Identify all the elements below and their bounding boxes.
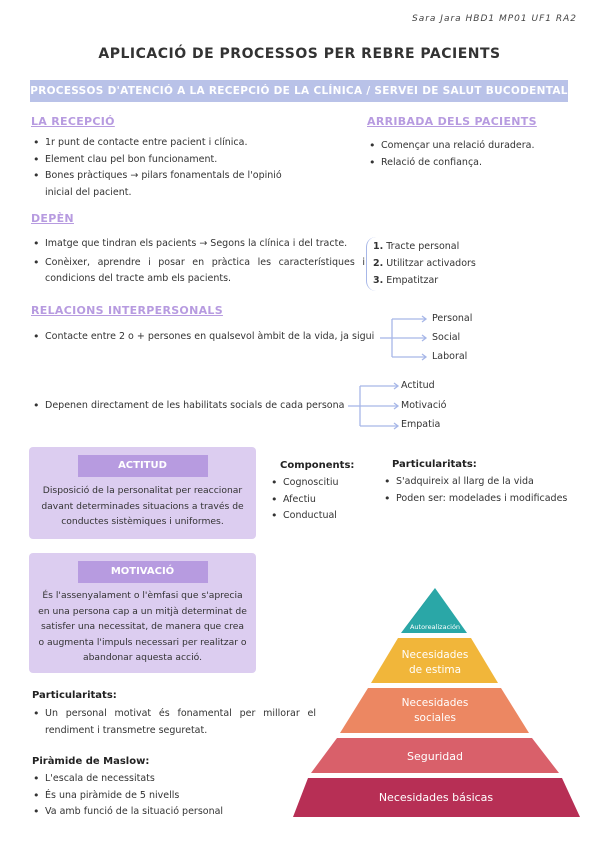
list-particularitats-motivacio <box>31 706 316 739</box>
section-banner: PROCESSOS D'ATENCIÓ A LA RECEPCIÓ DE LA CLÍNICA / SERVEI DE SALUT BUCODENTAL <box>30 80 568 102</box>
list-relacions-1 <box>31 329 381 346</box>
list-item: • S'adquireix al llarg de la vida <box>382 474 587 491</box>
heading-depen: DEPÈN <box>31 212 74 225</box>
pyramid-label-2b: de estima <box>408 664 462 676</box>
pyramid-label-3b: sociales <box>414 712 456 724</box>
particularitats-actitud-heading: Particularitats: <box>392 459 477 470</box>
list-item: • Relació de confiança. <box>367 155 582 172</box>
motivacio-card-title: MOTIVACIÓ <box>78 561 208 583</box>
list-arribada <box>367 138 582 171</box>
heading-arribada: ARRIBADA DELS PACIENTS <box>367 115 537 128</box>
list-maslow <box>31 771 281 821</box>
branch-motivacio: Motivació <box>401 400 447 411</box>
list-item: • Va amb funció de la situació personal <box>31 804 281 821</box>
page-title: APLICACIÓ DE PROCESSOS PER REBRE PACIENTS <box>98 46 501 62</box>
components-heading: Components: <box>280 460 355 471</box>
motivacio-card-text: És l'assenyalament o l'èmfasi que s'aprecia en una persona cap a un mitjà determinat de satisfer una necessitat, de manera que crea o augmenta l'impuls necessari per realitzar o abandonar aquesta acció. <box>38 590 247 663</box>
list-item: • Conèixer, aprendre i posar en pràctica les característiques i condicions del tracte amb els pacients. <box>31 255 365 288</box>
pyramid-label-5: Necesidades básicas <box>378 791 494 804</box>
branch-personal: Personal <box>432 313 473 324</box>
pyramid-label-1: Autorealización <box>409 623 461 631</box>
list-item: • És una piràmide de 5 nivells <box>31 788 281 805</box>
maslow-heading: Piràmide de Maslow: <box>32 756 150 767</box>
pyramid-label-3a: Necesidades <box>401 697 469 709</box>
branch-empatia: Empatia <box>401 419 441 430</box>
list-item: • Element clau pel bon funcionament. <box>31 152 301 169</box>
list-depen <box>31 236 365 288</box>
list-item: • Depenen directament de les habilitats socials de cada persona <box>31 398 361 415</box>
list-item: • Contacte entre 2 o + persones en qualsevol àmbit de la vida, ja sigui <box>31 329 381 346</box>
branch-arrows-2 <box>346 376 406 436</box>
actitud-card-title: ACTITUD <box>78 455 208 477</box>
branch-arrows-1 <box>378 310 438 368</box>
branch-laboral: Laboral <box>432 351 468 362</box>
list-item: 1. Tracte personal <box>373 241 460 252</box>
branch-social: Social <box>432 332 461 343</box>
list-item: • Afectiu <box>269 492 379 509</box>
list-item: • Conductual <box>269 508 379 525</box>
list-item: • Un personal motivat és fonamental per millorar el rendiment i transmetre seguretat. <box>31 706 316 739</box>
pyramid-label-2a: Necesidades <box>401 649 469 661</box>
list-recepcio <box>31 135 301 201</box>
motivacio-card <box>29 553 256 673</box>
heading-relacions: RELACIONS INTERPERSONALS <box>31 304 223 317</box>
author-label: Sara Jara HBD1 MP01 UF1 RA2 <box>411 14 577 24</box>
maslow-pyramid <box>290 585 580 820</box>
list-item: • 1r punt de contacte entre pacient i clínica. <box>31 135 301 152</box>
list-item: • Poden ser: modelades i modificades <box>382 491 587 508</box>
list-item: 2. Utilitzar activadors <box>373 258 476 269</box>
list-relacions-2 <box>31 398 361 415</box>
list-particularitats-actitud <box>382 474 587 507</box>
list-components <box>269 475 379 525</box>
list-item: • Començar una relació duradera. <box>367 138 582 155</box>
list-item: • Imatge que tindran els pacients → Segons la clínica i del tracte. <box>31 236 365 253</box>
particularitats-motivacio-heading: Particularitats: <box>32 690 117 701</box>
numbered-list <box>373 238 476 289</box>
pyramid-label-4: Seguridad <box>407 750 463 763</box>
actitud-card-text: Disposició de la personalitat per reaccionar davant determinades situacions a través de conductes sistèmiques i uniformes. <box>41 485 244 527</box>
list-item: • Bones pràctiques → pilars fonamentals de l'opinió inicial del pacient. <box>31 168 301 201</box>
actitud-card <box>29 447 256 539</box>
list-item: • Cognoscitiu <box>269 475 379 492</box>
pyramid-level-3 <box>340 688 529 733</box>
list-item: • L'escala de necessitats <box>31 771 281 788</box>
heading-recepcio: LA RECEPCIÓ <box>31 115 115 128</box>
branch-actitud: Actitud <box>401 380 435 391</box>
list-item: 3. Empatitzar <box>373 275 439 286</box>
